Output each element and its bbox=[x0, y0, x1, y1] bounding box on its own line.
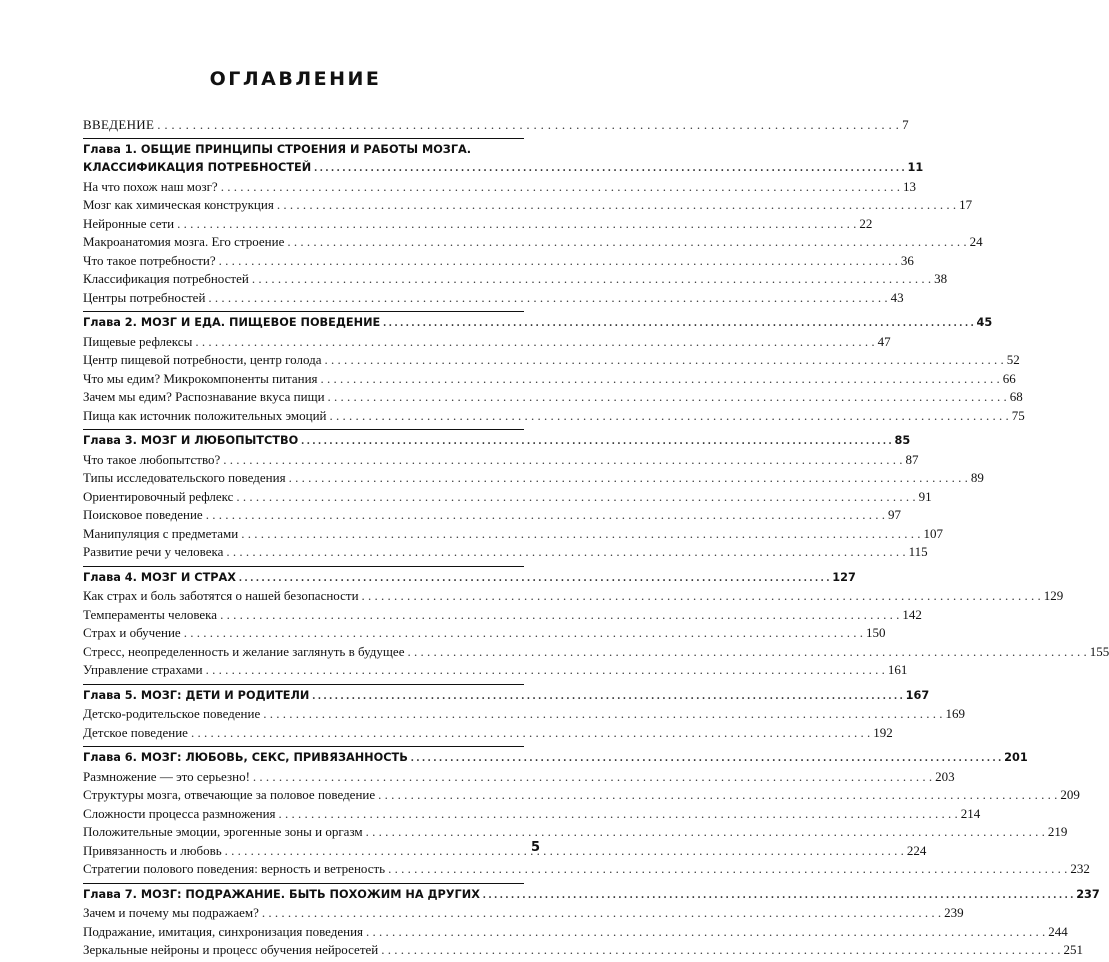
chapter-spacer bbox=[83, 562, 524, 564]
toc-entry-page: 38 bbox=[934, 271, 948, 286]
toc-entry bbox=[83, 904, 964, 923]
leader-dots bbox=[407, 643, 1086, 662]
toc-entry-label: На что похож наш мозг? bbox=[83, 178, 218, 194]
chapter-spacer bbox=[83, 742, 524, 744]
toc-entry-label: Детско-родительское поведение bbox=[83, 706, 261, 721]
toc-entry bbox=[83, 469, 984, 488]
chapter-spacer bbox=[83, 680, 524, 682]
toc-entry-page: 169 bbox=[945, 706, 965, 721]
leader-dots bbox=[226, 543, 905, 562]
leader-dots bbox=[330, 407, 1009, 426]
leader-dots bbox=[263, 705, 942, 724]
chapter-heading-row bbox=[83, 159, 924, 178]
leader-dots bbox=[279, 805, 958, 824]
leader-dots bbox=[206, 506, 885, 525]
toc-entry-label: Что такое любопытство? bbox=[83, 451, 221, 467]
chapter-page: 237 bbox=[1076, 887, 1100, 901]
chapter-page: 127 bbox=[832, 570, 856, 584]
toc-entry bbox=[83, 661, 908, 680]
toc-entry bbox=[83, 388, 1023, 407]
toc-entry bbox=[83, 215, 873, 234]
toc-entry bbox=[83, 606, 922, 625]
chapter-page: 167 bbox=[905, 688, 930, 702]
toc-entry bbox=[83, 543, 928, 562]
toc-entry-label: Стратегии полового поведения: верность и ветреность bbox=[83, 861, 386, 876]
toc-entry-label: Сложности процесса размножения bbox=[83, 805, 276, 821]
toc-intro-row bbox=[83, 116, 909, 135]
toc-entry-page: 155 bbox=[1089, 643, 1109, 659]
leader-dots bbox=[221, 178, 900, 197]
toc-entry-page: 129 bbox=[1043, 588, 1064, 603]
leader-dots bbox=[206, 661, 885, 680]
toc-entry-label: Развитие речи у человека bbox=[83, 544, 224, 559]
toc-entry-label: Что такое потребности? bbox=[83, 252, 216, 268]
page-title: ОГЛАВЛЕНИЕ bbox=[209, 68, 382, 90]
chapter-heading-row bbox=[83, 886, 1100, 905]
toc-entry bbox=[83, 506, 901, 525]
leader-dots bbox=[328, 388, 1007, 407]
toc-entry-label: Мозг как химическая конструкция bbox=[83, 197, 274, 212]
toc-entry-page: 68 bbox=[1009, 389, 1023, 404]
toc-chapter bbox=[83, 746, 1090, 881]
toc-chapter bbox=[83, 883, 1100, 962]
toc-entry bbox=[83, 768, 955, 787]
toc-entry-page: 161 bbox=[887, 662, 908, 677]
toc-entry bbox=[83, 786, 1080, 805]
leader-dots bbox=[312, 687, 902, 706]
toc-entry bbox=[83, 624, 886, 643]
leader-dots bbox=[314, 159, 904, 178]
toc-entry-page: 232 bbox=[1070, 861, 1090, 876]
toc-entry-label: Центры потребностей bbox=[83, 289, 206, 305]
leader-dots bbox=[241, 525, 920, 544]
toc-entry bbox=[83, 705, 965, 724]
toc-entry-page: 24 bbox=[969, 234, 983, 249]
toc-entry bbox=[83, 252, 914, 271]
leader-dots bbox=[388, 860, 1067, 879]
chapter-page: 45 bbox=[976, 316, 993, 329]
toc-entry bbox=[83, 823, 1068, 842]
chapter-heading: Глава 7. МОЗГ: ПОДРАЖАНИЕ. БЫТЬ ПОХОЖИМ НА ДРУГИХ bbox=[83, 887, 480, 901]
leader-dots bbox=[236, 488, 915, 507]
toc-entry-label: Зеркальные нейроны и процесс обучения нейросетей bbox=[83, 942, 379, 957]
toc-entry bbox=[83, 370, 1016, 389]
toc-entry-label: Пищевые рефлексы bbox=[83, 333, 193, 349]
toc-entry-label: Структуры мозга, отвечающие за половое поведение bbox=[83, 787, 376, 802]
toc-entry-label: Ориентировочный рефлекс bbox=[83, 488, 234, 504]
chapter-heading: Глава 6. МОЗГ: ЛЮБОВЬ, СЕКС, ПРИВЯЗАННОСТЬ bbox=[83, 751, 408, 764]
leader-dots bbox=[191, 724, 870, 743]
toc-entry bbox=[83, 643, 1109, 662]
leader-dots bbox=[253, 768, 932, 787]
toc-chapter bbox=[83, 311, 1025, 427]
chapter-heading-row bbox=[83, 432, 911, 451]
toc-entry-label: Что мы едим? Микрокомпоненты питания bbox=[83, 370, 318, 386]
chapter-spacer bbox=[83, 425, 524, 427]
chapter-heading: Глава 5. МОЗГ: ДЕТИ И РОДИТЕЛИ bbox=[83, 688, 310, 702]
toc-entry-label: Размножение — это серьезно! bbox=[83, 768, 250, 784]
leader-dots bbox=[366, 923, 1045, 942]
leader-dots bbox=[381, 941, 1060, 960]
toc-entry-label: Управление страхами bbox=[83, 662, 203, 677]
toc-entry-label: Страх и обучение bbox=[83, 625, 181, 640]
leader-dots bbox=[220, 606, 899, 625]
leader-dots bbox=[366, 823, 1045, 842]
leader-dots bbox=[208, 289, 887, 308]
chapter-spacer bbox=[83, 960, 524, 962]
leader-dots bbox=[301, 432, 891, 451]
leader-dots bbox=[378, 786, 1057, 805]
toc-entry-label: Положительные эмоции, эрогенные зоны и оргазм bbox=[83, 824, 363, 839]
toc-entry-label: Типы исследовательского поведения bbox=[83, 470, 286, 485]
toc-entry-page: 142 bbox=[902, 606, 922, 622]
toc-entry-page: 75 bbox=[1011, 407, 1025, 423]
toc-entry-label: Зачем мы едим? Распознавание вкуса пищи bbox=[83, 389, 325, 404]
chapter-heading: Глава 3. МОЗГ И ЛЮБОПЫТСТВО bbox=[83, 434, 299, 447]
toc-intro-label: ВВЕДЕНИЕ bbox=[83, 117, 155, 132]
toc-entry-page: 214 bbox=[960, 805, 981, 821]
leader-dots bbox=[225, 842, 904, 861]
toc-entry bbox=[83, 333, 891, 352]
toc-entry-label: Стресс, неопределенность и желание заглянуть в будущее bbox=[83, 643, 405, 659]
chapter-heading: КЛАССИФИКАЦИЯ ПОТРЕБНОСТЕЙ bbox=[83, 161, 312, 174]
toc-chapter bbox=[83, 138, 983, 310]
toc-entry-page: 251 bbox=[1063, 942, 1083, 957]
toc-entry bbox=[83, 860, 1090, 879]
table-of-contents bbox=[83, 116, 1109, 962]
leader-dots bbox=[287, 233, 966, 252]
toc-entry bbox=[83, 196, 973, 215]
toc-chapter bbox=[83, 429, 984, 564]
leader-dots bbox=[362, 587, 1041, 606]
toc-entry-page: 66 bbox=[1002, 370, 1016, 386]
toc-entry bbox=[83, 805, 981, 824]
leader-dots bbox=[321, 370, 1000, 389]
toc-entry-page: 97 bbox=[887, 507, 901, 522]
toc-entry-page: 192 bbox=[873, 724, 893, 740]
toc-entry bbox=[83, 923, 1068, 942]
leader-dots bbox=[223, 451, 902, 470]
chapter-page: 11 bbox=[907, 161, 924, 174]
toc-entry-page: 115 bbox=[908, 544, 928, 559]
chapter-page: 85 bbox=[894, 434, 911, 447]
toc-entry-page: 43 bbox=[890, 289, 904, 305]
toc-entry-label: Макроанатомия мозга. Его строение bbox=[83, 234, 285, 249]
toc-entry-label: Темпераменты человека bbox=[83, 606, 218, 622]
leader-dots bbox=[277, 196, 956, 215]
toc-entry-label: Привязанность и любовь bbox=[83, 842, 222, 858]
leader-dots bbox=[157, 116, 899, 135]
toc-entry bbox=[83, 842, 927, 861]
toc-entry-page: 89 bbox=[970, 470, 984, 485]
toc-entry-page: 224 bbox=[906, 842, 927, 858]
toc-entry-label: Пища как источник положительных эмоций bbox=[83, 407, 327, 423]
toc-entry bbox=[83, 407, 1025, 426]
toc-entry-page: 52 bbox=[1006, 352, 1020, 367]
chapter-heading: Глава 2. МОЗГ И ЕДА. ПИЩЕВОЕ ПОВЕДЕНИЕ bbox=[83, 316, 381, 329]
toc-entry bbox=[83, 451, 919, 470]
toc-entry-page: 47 bbox=[877, 333, 891, 349]
toc-entry-page: 203 bbox=[935, 768, 955, 784]
leader-dots bbox=[483, 886, 1073, 905]
toc-entry-page: 36 bbox=[900, 252, 914, 268]
chapter-heading-row bbox=[83, 569, 856, 588]
toc-intro-page: 7 bbox=[902, 117, 909, 132]
toc-entry-page: 150 bbox=[865, 625, 886, 640]
toc-entry bbox=[83, 941, 1083, 960]
chapter-page: 201 bbox=[1004, 751, 1028, 764]
leader-dots bbox=[219, 252, 898, 271]
leader-dots bbox=[324, 351, 1003, 370]
toc-entry-label: Классификация потребностей bbox=[83, 271, 249, 286]
leader-dots bbox=[411, 749, 1001, 768]
leader-dots bbox=[383, 314, 973, 333]
toc-entry-label: Нейронные сети bbox=[83, 215, 175, 231]
toc-entry bbox=[83, 289, 904, 308]
leader-dots bbox=[195, 333, 874, 352]
chapter-spacer bbox=[83, 307, 524, 309]
toc-entry-page: 17 bbox=[959, 197, 973, 212]
toc-entry-page: 239 bbox=[944, 905, 964, 920]
toc-entry bbox=[83, 724, 893, 743]
toc-entry bbox=[83, 270, 948, 289]
toc-entry-label: Как страх и боль заботятся о нашей безопасности bbox=[83, 588, 359, 603]
toc-chapter bbox=[83, 566, 1109, 682]
toc-entry-page: 87 bbox=[905, 451, 919, 467]
toc-entry bbox=[83, 178, 916, 197]
leader-dots bbox=[252, 270, 931, 289]
toc-entry-label: Центр пищевой потребности, центр голода bbox=[83, 352, 322, 367]
toc-entry-label: Детское поведение bbox=[83, 724, 188, 740]
chapter-heading: Глава 4. МОЗГ И СТРАХ bbox=[83, 570, 237, 584]
toc-entry bbox=[83, 587, 1064, 606]
leader-dots bbox=[177, 215, 856, 234]
toc-entry bbox=[83, 488, 932, 507]
toc-entry-page: 219 bbox=[1047, 824, 1068, 839]
toc-entry-page: 13 bbox=[902, 178, 916, 194]
leader-dots bbox=[262, 904, 941, 923]
toc-entry-label: Манипуляция с предметами bbox=[83, 525, 239, 541]
chapter-heading-row bbox=[83, 314, 993, 333]
toc-chapter bbox=[83, 684, 965, 745]
toc-entry-label: Поисковое поведение bbox=[83, 507, 203, 522]
chapter-heading-line: Глава 1. ОБЩИЕ ПРИНЦИПЫ СТРОЕНИЯ И РАБОТЫ МОЗГА. bbox=[83, 142, 472, 156]
page-number: 5 bbox=[530, 840, 540, 855]
toc-entry-page: 209 bbox=[1060, 787, 1080, 802]
toc-entry-page: 91 bbox=[918, 488, 932, 504]
toc-entry bbox=[83, 525, 943, 544]
chapter-spacer bbox=[83, 879, 524, 881]
toc-entry-label: Зачем и почему мы подражаем? bbox=[83, 905, 259, 920]
toc-entry bbox=[83, 233, 983, 252]
toc-entry-label: Подражание, имитация, синхронизация поведения bbox=[83, 923, 364, 939]
toc-entry-page: 107 bbox=[923, 525, 943, 541]
chapter-heading-row bbox=[83, 687, 930, 706]
toc-entry-page: 244 bbox=[1048, 923, 1068, 939]
toc-entry bbox=[83, 351, 1020, 370]
leader-dots bbox=[289, 469, 968, 488]
leader-dots bbox=[184, 624, 863, 643]
chapter-heading-row bbox=[83, 749, 1028, 768]
leader-dots bbox=[239, 569, 829, 588]
toc-entry-page: 22 bbox=[859, 215, 873, 231]
